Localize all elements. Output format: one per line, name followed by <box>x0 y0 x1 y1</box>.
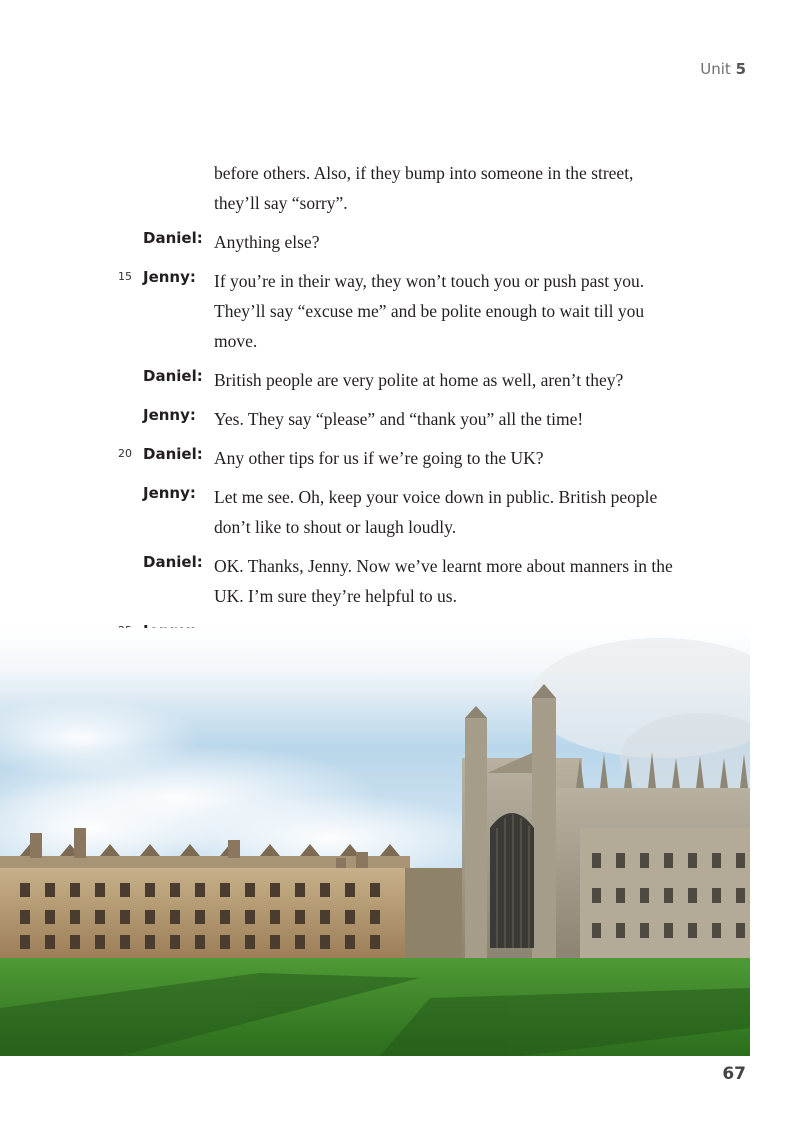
speech-line: If you’re in their way, they won’t touch you or push past you. <box>214 271 645 291</box>
dialogue-line <box>0 404 800 434</box>
speech-line: they’ll say “sorry”. <box>214 193 348 213</box>
speaker-name: Daniel: <box>143 367 203 385</box>
speech-line: UK. I’m sure they’re helpful to us. <box>214 586 457 606</box>
speaker-name: Jenny: <box>143 268 196 286</box>
dialogue-line <box>0 551 800 611</box>
speaker-name: Jenny: <box>143 484 196 502</box>
speaker-name: Jenny: <box>143 406 196 424</box>
speech-line: before others. Also, if they bump into someone in the street, <box>214 163 634 183</box>
speaker-name: Daniel: <box>143 229 203 247</box>
line-number: 15 <box>118 270 132 283</box>
speech-line: Any other tips for us if we’re going to the UK? <box>214 448 544 468</box>
unit-number: 5 <box>735 60 746 78</box>
speech-line: British people are very polite at home as well, aren’t they? <box>214 370 624 390</box>
speech-text <box>214 551 734 611</box>
speaker-name: Daniel: <box>143 553 203 571</box>
speech-text <box>214 443 734 473</box>
speech-text <box>214 266 734 356</box>
speech-line: don’t like to shout or laugh loudly. <box>214 517 457 537</box>
speech-line: Let me see. Oh, keep your voice down in public. British people <box>214 487 658 507</box>
dialogue-line <box>0 365 800 395</box>
speech-text <box>214 158 734 218</box>
college-photo <box>0 628 750 1056</box>
speech-line: Yes. They say “please” and “thank you” all the time! <box>214 409 584 429</box>
dialogue-line <box>0 266 800 356</box>
college-illustration <box>0 628 750 1056</box>
page-number: 67 <box>722 1064 746 1084</box>
unit-label: Unit <box>700 60 731 78</box>
dialogue-line <box>0 158 800 218</box>
dialogue-line <box>0 443 800 473</box>
speech-line: OK. Thanks, Jenny. Now we’ve learnt more about manners in the <box>214 556 673 576</box>
speech-text <box>214 365 734 395</box>
speech-text <box>214 227 734 257</box>
dialogue-line <box>0 227 800 257</box>
speech-line: Anything else? <box>214 232 320 252</box>
line-number: 20 <box>118 447 132 460</box>
unit-header <box>700 60 746 78</box>
speech-line: They’ll say “excuse me” and be polite enough to wait till you <box>214 301 645 321</box>
speech-line: move. <box>214 331 258 351</box>
dialogue-line <box>0 482 800 542</box>
speech-text <box>214 404 734 434</box>
dialogue <box>0 158 800 689</box>
speaker-name: Daniel: <box>143 445 203 463</box>
speech-text <box>214 482 734 542</box>
